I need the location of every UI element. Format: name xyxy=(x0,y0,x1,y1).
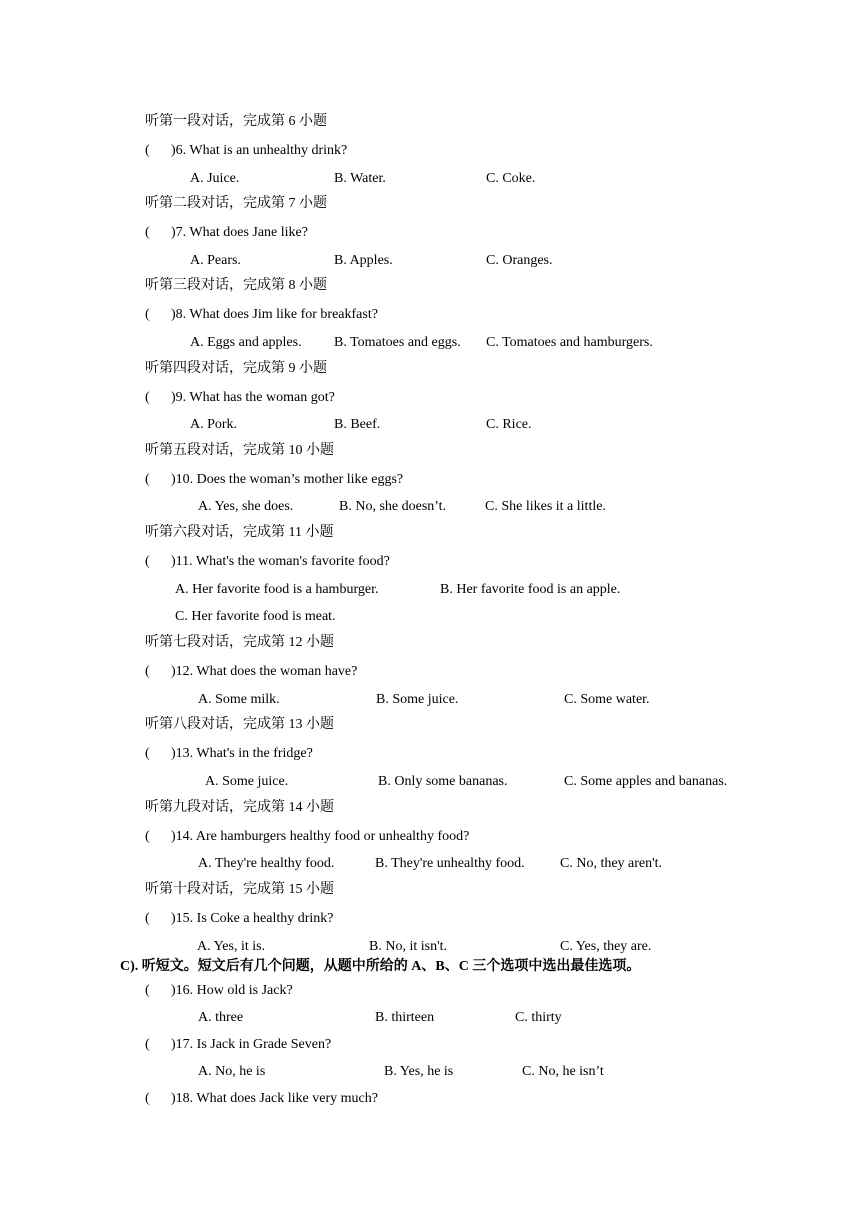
option-a: A. Her favorite food is a hamburger. xyxy=(175,582,379,597)
answer-blank[interactable]: ( xyxy=(145,983,150,998)
question-stem: )8. What does Jim like for breakfast? xyxy=(171,307,378,322)
option-a: A. Pears. xyxy=(190,253,241,268)
option-b: B. Yes, he is xyxy=(384,1064,454,1079)
option-c: C. Coke. xyxy=(486,171,536,186)
option-a: A. Juice. xyxy=(190,171,240,186)
section-heading-q6: 听第一段对话，完成第 6 小题 xyxy=(145,114,327,129)
answer-blank[interactable]: ( xyxy=(145,307,150,322)
answer-blank[interactable]: ( xyxy=(145,472,150,487)
answer-blank[interactable]: ( xyxy=(145,664,150,679)
option-c: C. Rice. xyxy=(486,417,532,432)
option-b: B. Beef. xyxy=(334,417,381,432)
section-heading-q9: 听第四段对话，完成第 9 小题 xyxy=(145,361,327,376)
option-b: B. thirteen xyxy=(375,1010,435,1025)
option-c: C. Yes, they are. xyxy=(560,939,652,954)
question-stem: )7. What does Jane like? xyxy=(171,225,308,240)
question-18 xyxy=(145,1090,378,1108)
question-stem: )14. Are hamburgers healthy food or unhealthy food? xyxy=(171,829,470,844)
question-stem: )9. What has the woman got? xyxy=(171,390,335,405)
answer-blank[interactable]: ( xyxy=(145,829,150,844)
option-b: B. Tomatoes and eggs. xyxy=(334,335,461,350)
option-c: C. Oranges. xyxy=(486,253,553,268)
question-6 xyxy=(145,142,347,160)
question-7 xyxy=(145,224,308,242)
option-c: C. Some water. xyxy=(564,692,650,707)
answer-blank[interactable]: ( xyxy=(145,746,150,761)
option-c: C. Some apples and bananas. xyxy=(564,774,728,789)
question-stem: )10. Does the woman’s mother like eggs? xyxy=(171,472,404,487)
option-c: C. Tomatoes and hamburgers. xyxy=(486,335,653,350)
section-heading-q13: 听第八段对话，完成第 13 小题 xyxy=(145,717,334,732)
question-17 xyxy=(145,1036,331,1054)
section-c-title: C). 听短文。短文后有几个问题，从题中所给的 A、B、C 三个选项中选出最佳选项。 xyxy=(120,959,641,974)
answer-blank[interactable]: ( xyxy=(145,225,150,240)
option-a: A. three xyxy=(198,1010,244,1025)
section-heading-q10: 听第五段对话，完成第 10 小题 xyxy=(145,443,334,458)
question-13 xyxy=(145,745,313,763)
option-b: B. They're unhealthy food. xyxy=(375,856,525,871)
option-a: A. Some juice. xyxy=(205,774,289,789)
question-15 xyxy=(145,910,334,928)
question-9 xyxy=(145,389,335,407)
option-b: B. Water. xyxy=(334,171,386,186)
section-heading-q14: 听第九段对话，完成第 14 小题 xyxy=(145,800,334,815)
option-c: C. Her favorite food is meat. xyxy=(175,609,336,624)
question-11 xyxy=(145,553,390,571)
question-stem: )11. What's the woman's favorite food? xyxy=(171,554,390,569)
answer-blank[interactable]: ( xyxy=(145,143,150,158)
option-c: C. She likes it a little. xyxy=(485,499,606,514)
answer-blank[interactable]: ( xyxy=(145,1037,150,1052)
question-stem: )6. What is an unhealthy drink? xyxy=(171,143,348,158)
option-a: A. Yes, it is. xyxy=(197,939,266,954)
question-10 xyxy=(145,471,403,489)
question-14 xyxy=(145,828,469,846)
option-b: B. Apples. xyxy=(334,253,393,268)
option-a: A. Some milk. xyxy=(198,692,280,707)
section-heading-q8: 听第三段对话，完成第 8 小题 xyxy=(145,278,327,293)
answer-blank[interactable]: ( xyxy=(145,554,150,569)
option-b: B. No, she doesn’t. xyxy=(339,499,447,514)
option-c: C. thirty xyxy=(515,1010,562,1025)
question-stem: )18. What does Jack like very much? xyxy=(171,1091,378,1106)
option-b: B. Some juice. xyxy=(376,692,459,707)
question-stem: )15. Is Coke a healthy drink? xyxy=(171,911,334,926)
option-c: C. No, he isn’t xyxy=(522,1064,604,1079)
option-b: B. No, it isn't. xyxy=(369,939,447,954)
option-a: A. They're healthy food. xyxy=(198,856,335,871)
option-a: A. Pork. xyxy=(190,417,238,432)
section-heading-q11: 听第六段对话，完成第 11 小题 xyxy=(145,525,334,540)
question-stem: )17. Is Jack in Grade Seven? xyxy=(171,1037,332,1052)
question-8 xyxy=(145,306,378,324)
question-stem: )13. What's in the fridge? xyxy=(171,746,313,761)
answer-blank[interactable]: ( xyxy=(145,390,150,405)
question-16 xyxy=(145,982,293,1000)
section-heading-q7: 听第二段对话，完成第 7 小题 xyxy=(145,196,327,211)
option-a: A. Yes, she does. xyxy=(198,499,294,514)
question-stem: )16. How old is Jack? xyxy=(171,983,293,998)
question-stem: )12. What does the woman have? xyxy=(171,664,358,679)
answer-blank[interactable]: ( xyxy=(145,911,150,926)
option-a: A. Eggs and apples. xyxy=(190,335,302,350)
option-c: C. No, they aren't. xyxy=(560,856,663,871)
option-b: B. Only some bananas. xyxy=(378,774,508,789)
option-b: B. Her favorite food is an apple. xyxy=(440,582,621,597)
section-heading-q12: 听第七段对话，完成第 12 小题 xyxy=(145,635,334,650)
option-a: A. No, he is xyxy=(198,1064,266,1079)
section-heading-q15: 听第十段对话，完成第 15 小题 xyxy=(145,882,334,897)
question-12 xyxy=(145,663,357,681)
answer-blank[interactable]: ( xyxy=(145,1091,150,1106)
